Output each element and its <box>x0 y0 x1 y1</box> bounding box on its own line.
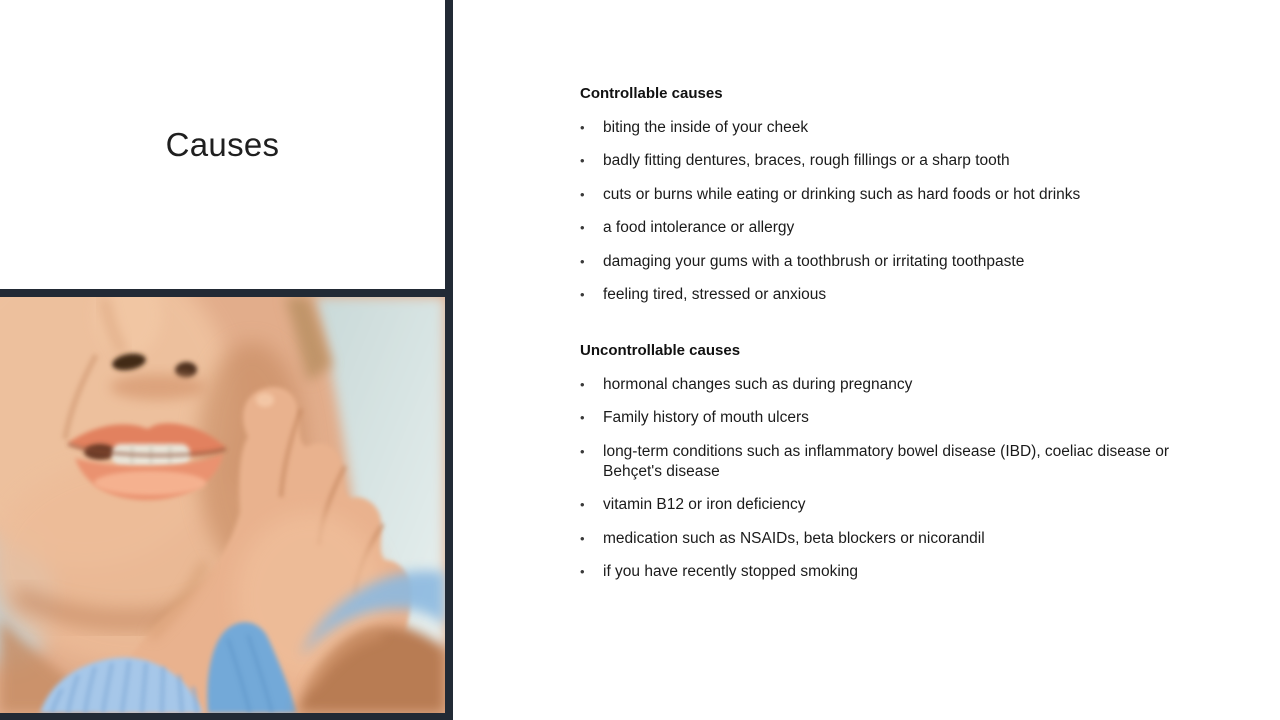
bullet-icon: • <box>580 376 585 392</box>
bullet-item <box>580 118 1170 138</box>
bullet-text: biting the inside of your cheek <box>603 119 809 136</box>
photo-frame <box>0 297 445 713</box>
bullet-item <box>580 252 1170 272</box>
bullet-icon: • <box>580 497 585 513</box>
bullet-icon: • <box>580 563 585 579</box>
bullet-text: long-term conditions such as inflammatory bowel disease (IBD), coeliac disease or Behçet's disease <box>603 442 1169 480</box>
bullet-item <box>580 408 1170 428</box>
title-card <box>0 0 445 289</box>
bullet-item <box>580 375 1170 395</box>
slide-title: Causes <box>165 125 280 163</box>
bullet-item <box>580 442 1170 482</box>
section-uncontrollable-causes <box>580 341 1170 582</box>
bullet-icon: • <box>580 153 585 169</box>
content-column <box>580 84 1170 595</box>
bullet-icon: • <box>580 530 585 546</box>
woman-hand-on-cheek-photo <box>0 297 445 713</box>
bullet-item <box>580 218 1170 238</box>
bullet-text: badly fitting dentures, braces, rough fillings or a sharp tooth <box>603 152 1010 170</box>
bullet-text: hormonal changes such as during pregnancy <box>603 375 913 393</box>
bullet-item <box>580 529 1170 549</box>
bullet-text: medication such as NSAIDs, beta blockers or nicorandil <box>603 529 985 547</box>
section-heading: Uncontrollable causes <box>580 341 741 359</box>
bullet-list-uncontrollable <box>580 375 1170 582</box>
bullet-text: vitamin B12 or iron deficiency <box>603 496 806 514</box>
bullet-text: a food intolerance or allergy <box>603 219 795 237</box>
bullet-text: cuts or burns while eating or drinking such as hard foods or hot drinks <box>603 185 1081 203</box>
bullet-item <box>580 495 1170 515</box>
bullet-item <box>580 285 1170 305</box>
frame-vertical-bar <box>445 0 453 720</box>
bullet-icon: • <box>580 443 585 459</box>
section-controllable-causes <box>580 84 1170 305</box>
bullet-icon: • <box>580 286 585 302</box>
bullet-list-controllable <box>580 118 1170 305</box>
bullet-icon: • <box>580 253 585 269</box>
bullet-item <box>580 185 1170 205</box>
bullet-text: if you have recently stopped smoking <box>603 562 859 580</box>
frame-horizontal-bar-top <box>0 289 453 297</box>
bullet-item <box>580 151 1170 171</box>
bullet-icon: • <box>580 220 585 236</box>
bullet-icon: • <box>580 410 585 426</box>
section-heading: Controllable causes <box>580 85 723 102</box>
bullet-icon: • <box>580 120 585 135</box>
bullet-text: feeling tired, stressed or anxious <box>603 285 827 303</box>
bullet-item <box>580 562 1170 582</box>
bullet-text: damaging your gums with a toothbrush or irritating toothpaste <box>603 252 1025 270</box>
bullet-text: Family history of mouth ulcers <box>603 409 809 427</box>
frame-horizontal-bar-bottom <box>0 713 453 720</box>
bullet-icon: • <box>580 186 585 202</box>
